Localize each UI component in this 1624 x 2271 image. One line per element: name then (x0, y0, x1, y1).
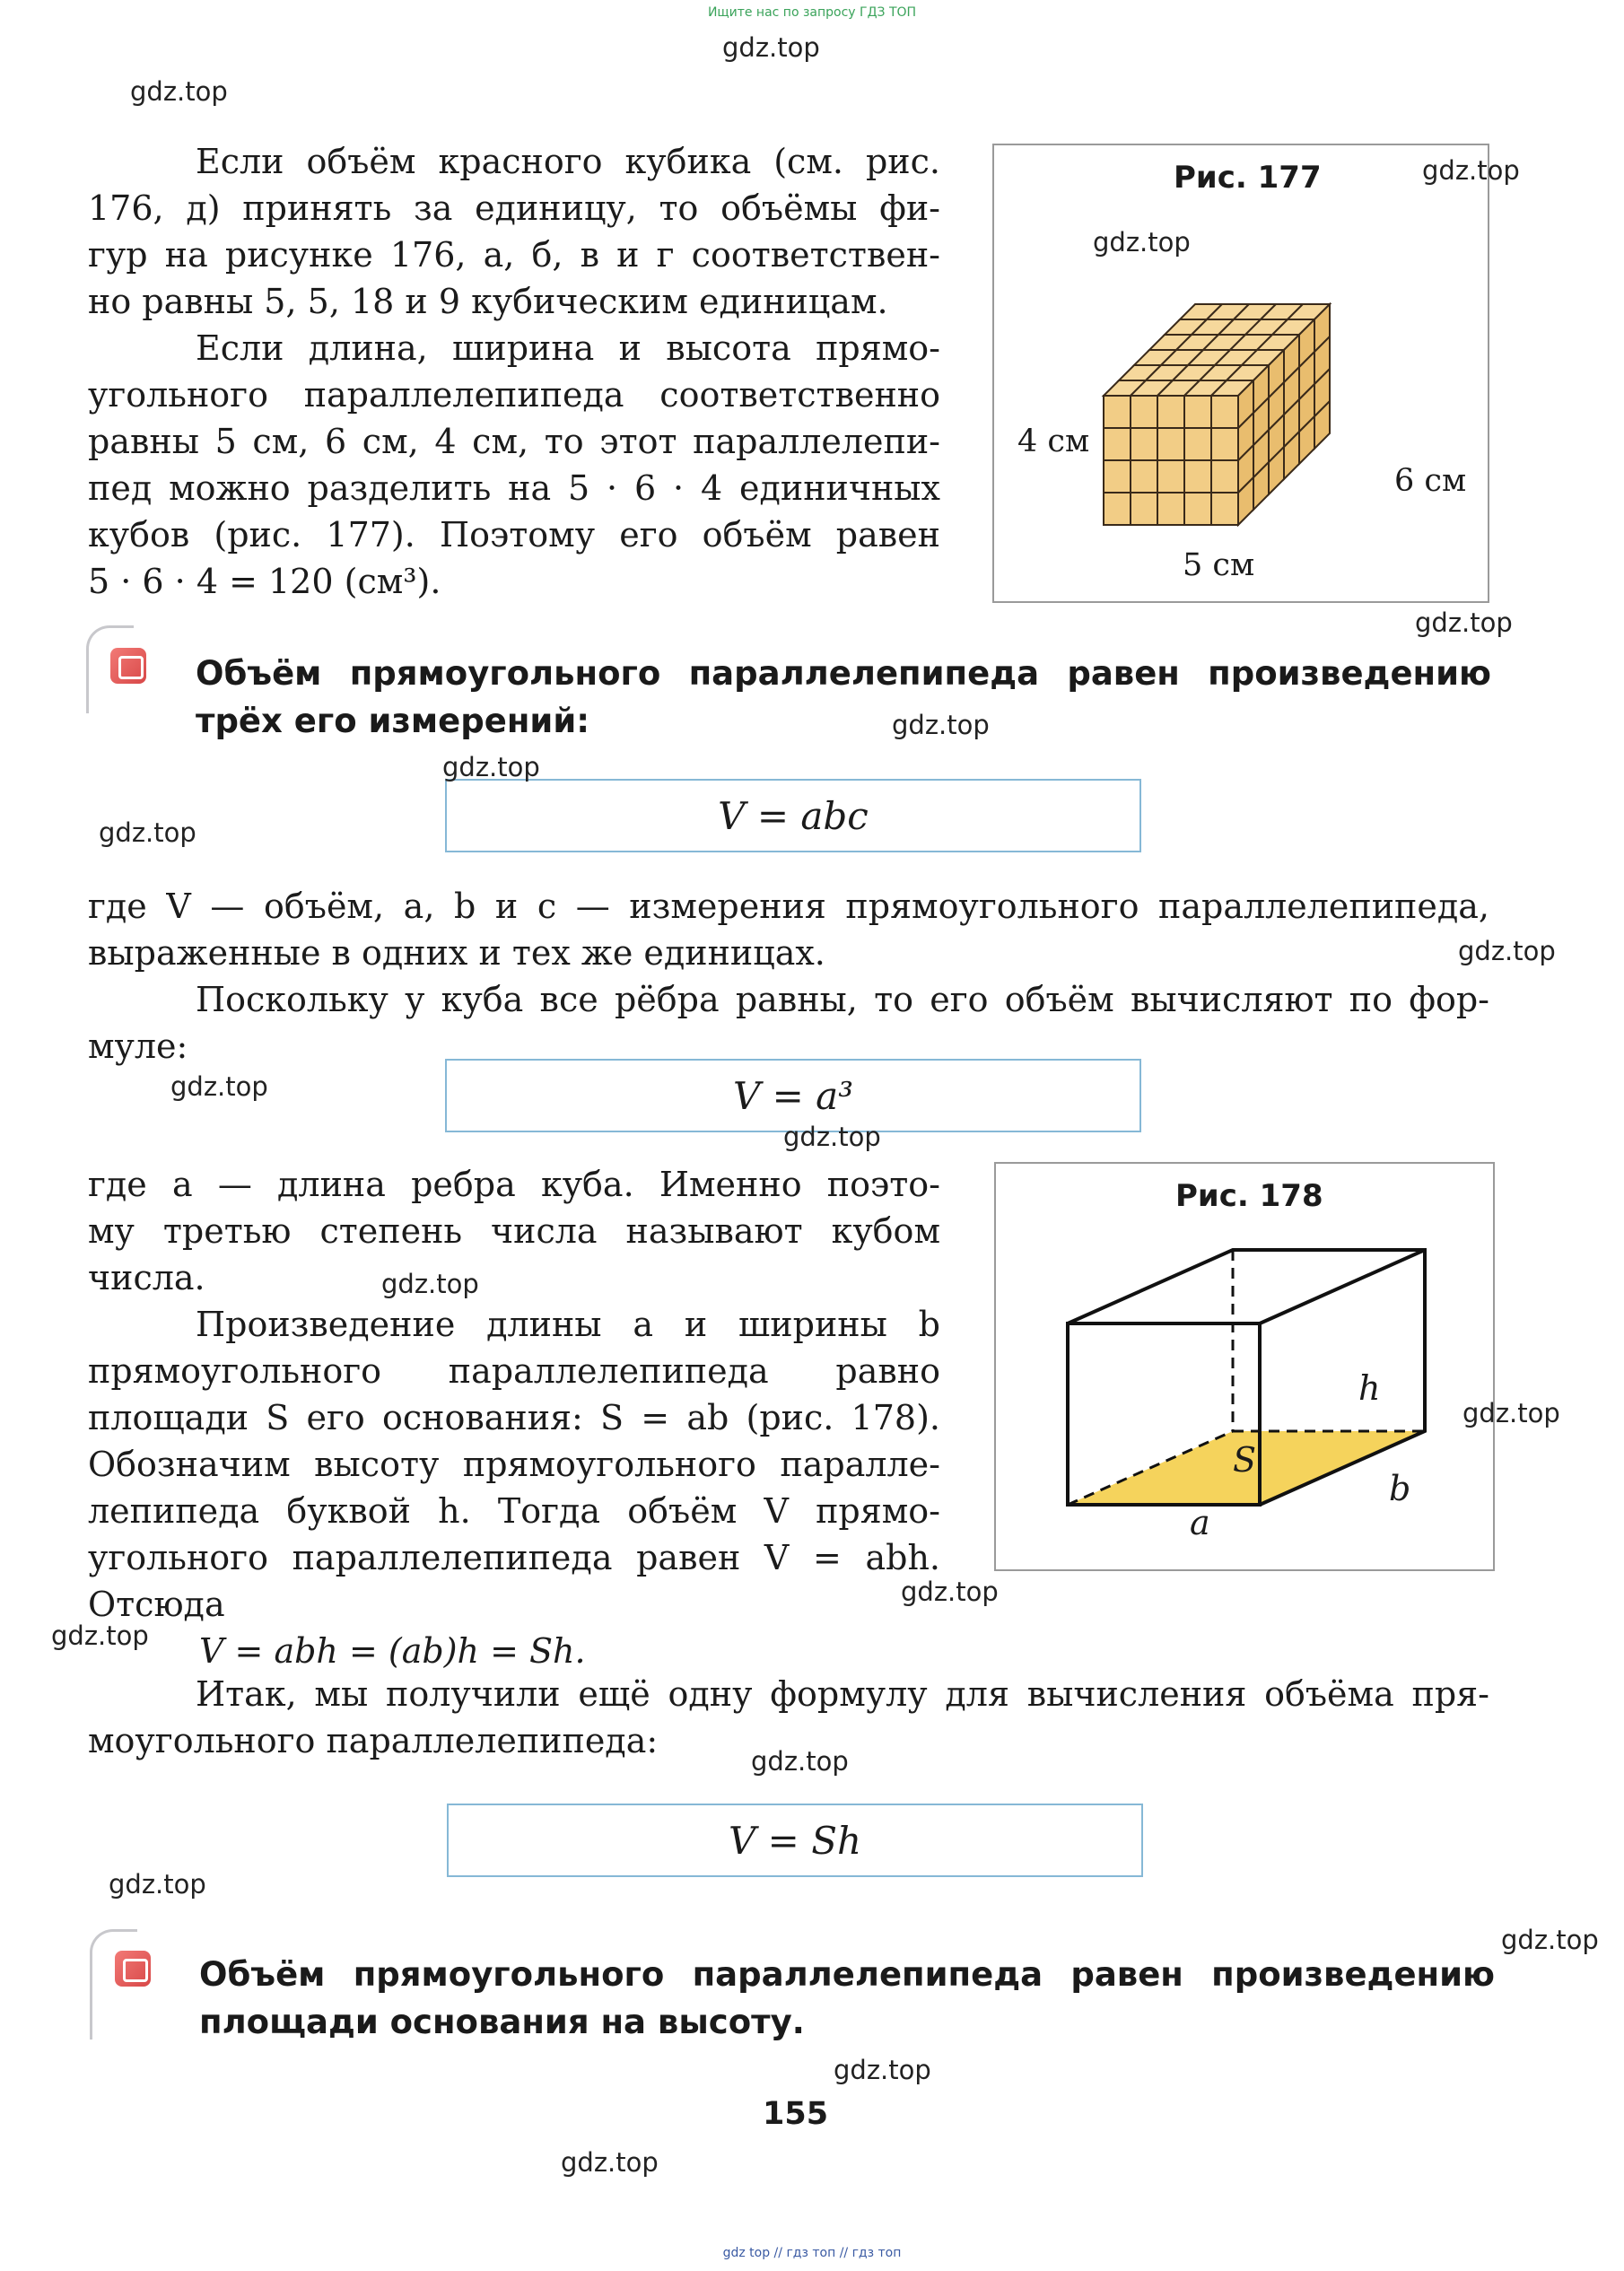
watermark: gdz.top (1415, 607, 1513, 638)
paragraph-5 (88, 1161, 940, 1301)
text-line: Итак, мы получили ещё одну формулу для вычисления объёма пря- (196, 1674, 1489, 1714)
label-length: 5 см (1183, 547, 1255, 583)
text-line: Поскольку у куба все рёбра равны, то его объём вычисляют по фор- (196, 980, 1489, 1019)
label-a: a (1190, 1503, 1210, 1542)
formula-cube-volume: V = a³ (445, 1059, 1141, 1132)
label-height: 4 см (1017, 424, 1090, 459)
unit-cube-front (1184, 428, 1211, 460)
watermark: gdz.top (561, 2147, 659, 2178)
unit-cube-front (1157, 428, 1184, 460)
text-line: лепипеда буквой h. Тогда объём V прямо- (88, 1491, 940, 1531)
paragraph-3 (88, 883, 1489, 976)
watermark: gdz.top (751, 1746, 849, 1777)
unit-cube-front (1157, 493, 1184, 525)
label-width: 6 см (1394, 463, 1467, 499)
text-line: угольного параллелепипеда соответственно (88, 375, 940, 415)
unit-cube-front (1131, 493, 1157, 525)
figure-177 (992, 144, 1489, 603)
unit-cube-front (1131, 460, 1157, 493)
text-line: Произведение длины a и ширины b (196, 1305, 940, 1344)
watermark: gdz.top (722, 32, 820, 63)
unit-cube-front (1131, 428, 1157, 460)
text-line: 176, д) принять за единицу, то объёмы фи- (88, 188, 940, 228)
watermark: gdz.top (901, 1577, 999, 1607)
checkmark-icon (110, 648, 146, 684)
text-line: Если объём красного кубика (см. рис. (196, 142, 940, 181)
unit-cube-front (1211, 396, 1238, 428)
text-line: числа. (88, 1258, 205, 1297)
parallelepiped-illustration (996, 1164, 1493, 1569)
label-h: h (1358, 1368, 1381, 1408)
unit-cube-front (1104, 428, 1131, 460)
rule-1 (196, 650, 1491, 745)
text-line: выраженные в одних и тех же единицах. (88, 933, 825, 973)
text-line: Если длина, ширина и высота прямо- (196, 328, 940, 368)
watermark: gdz.top (130, 76, 228, 107)
figure-178-title: Рис. 178 (1175, 1178, 1323, 1214)
figure-177-title: Рис. 177 (1174, 160, 1322, 196)
watermark: gdz.top (99, 817, 196, 848)
text-line: площади S его основания: S = ab (рис. 178). (88, 1398, 940, 1437)
watermark: gdz.top (783, 1122, 881, 1152)
unit-cube-front (1211, 460, 1238, 493)
text-line: где V — объём, a, b и c — измерения прямоугольного параллелепипеда, (88, 887, 1489, 926)
text-line: гур на рисунке 176, а, б, в и г соответствен- (88, 235, 940, 275)
text-line: Отсюда (88, 1585, 225, 1624)
checkmark-icon (115, 1951, 151, 1987)
text-line: но равны 5, 5, 18 и 9 кубическим единицам. (88, 282, 888, 321)
watermark: gdz.top (1093, 227, 1191, 258)
paragraph-2 (88, 325, 940, 605)
text-line: где a — длина ребра куба. Именно поэто- (88, 1165, 940, 1204)
header-note: Ищите нас по запросу ГДЗ ТОП (707, 5, 917, 20)
unit-cube-front (1211, 428, 1238, 460)
unit-cube-front (1104, 493, 1131, 525)
paragraph-1 (88, 138, 940, 325)
label-b: b (1389, 1469, 1411, 1508)
rule-2 (199, 1951, 1495, 2046)
unit-cube-front (1131, 396, 1157, 428)
watermark: gdz.top (381, 1269, 479, 1299)
watermark: gdz.top (1422, 155, 1520, 186)
unit-cube-front (1157, 396, 1184, 428)
watermark: gdz.top (170, 1071, 268, 1102)
watermark: gdz.top (51, 1620, 149, 1651)
box-grid-illustration (994, 145, 1488, 601)
text-line: угольного параллелепипеда равен V = abh. (88, 1538, 940, 1577)
unit-cube-front (1184, 493, 1211, 525)
unit-cube-front (1211, 493, 1238, 525)
watermark: gdz.top (834, 2055, 931, 2085)
unit-cube-front (1104, 396, 1131, 428)
unit-cube-front (1184, 460, 1211, 493)
text-line: равны 5 см, 6 см, 4 см, то этот параллелепи- (88, 422, 940, 461)
text-line: му третью степень числа называют кубом (88, 1211, 940, 1251)
formula-volume-abc: V = abc (445, 779, 1141, 852)
watermark: gdz.top (109, 1869, 206, 1900)
watermark: gdz.top (892, 710, 990, 740)
watermark: gdz.top (1462, 1398, 1560, 1428)
rule-line: Объём прямоугольного параллелепипеда равен произведению (196, 654, 1491, 693)
unit-cube-front (1157, 460, 1184, 493)
footer-note: gdz top // гдз топ // гдз топ (722, 2246, 902, 2260)
text-line: Обозначим высоту прямоугольного паралле- (88, 1445, 940, 1484)
unit-cube-front (1104, 460, 1131, 493)
text-line: моугольного параллелепипеда: (88, 1721, 659, 1760)
text-line: муле: (88, 1026, 188, 1066)
page-number: 155 (763, 2096, 829, 2132)
formula-volume-sh: V = Sh (447, 1804, 1143, 1877)
text-line: прямоугольного параллелепипеда равно (88, 1351, 940, 1391)
paragraph-6 (88, 1301, 940, 1674)
text-line: пед можно разделить на 5 · 6 · 4 единичных (88, 468, 940, 508)
text-line: 5 · 6 · 4 = 120 (см³). (88, 562, 441, 601)
label-S: S (1233, 1440, 1257, 1480)
rule-line: площади основания на высоту. (199, 2003, 805, 2041)
edge (1260, 1250, 1425, 1323)
watermark: gdz.top (442, 752, 540, 782)
watermark: gdz.top (1458, 936, 1556, 966)
rule-line: трёх его измерений: (196, 702, 590, 740)
text-line: кубов (рис. 177). Поэтому его объём равен (88, 515, 940, 555)
inline-formula: V = abh = (ab)h = Sh. (199, 1631, 586, 1671)
figure-178 (994, 1162, 1495, 1571)
unit-cube-front (1184, 396, 1211, 428)
paragraph-4 (88, 976, 1489, 1070)
watermark: gdz.top (1501, 1925, 1599, 1955)
rule-line: Объём прямоугольного параллелепипеда равен произведению (199, 1955, 1495, 1994)
